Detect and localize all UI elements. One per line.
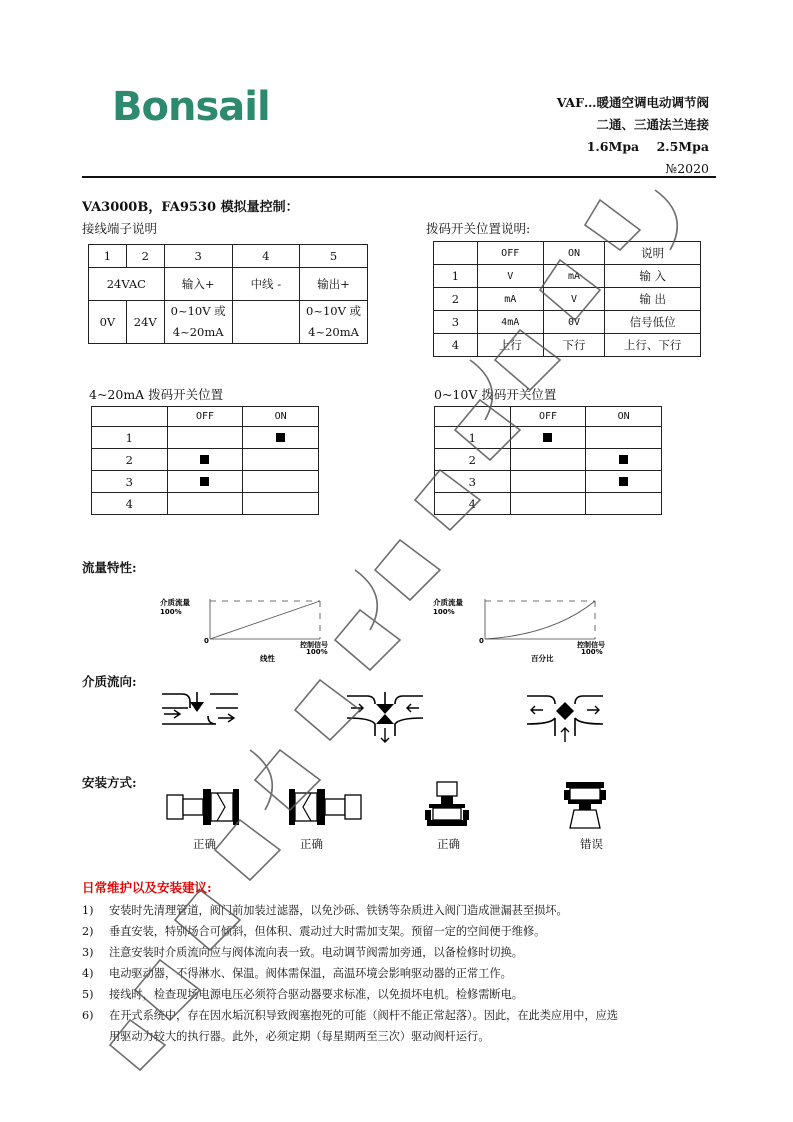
dip-cell: 4mA	[477, 311, 543, 334]
dip-ma-table	[91, 406, 319, 515]
dip-v-row-number: 2	[435, 449, 511, 471]
list-item: 3) 注意安装时介质流向应与阀体流向表一致。电动调节阀需加旁通，以备检修时切换。	[82, 946, 523, 959]
dip-v-header	[435, 407, 511, 427]
dip-cell: mA	[477, 288, 543, 311]
dip-ma-cell	[167, 493, 243, 515]
wiring-label: 接线端子说明	[82, 221, 158, 236]
dip-ma-cell	[243, 471, 319, 493]
upright-install-icon	[423, 780, 471, 830]
header-connection: 二通、三通法兰连接	[596, 117, 709, 132]
dip-cell: 输 入	[605, 265, 701, 288]
dip-v-label: 0~10V 拨码开关位置	[434, 387, 557, 402]
install-caption: 正确	[300, 837, 323, 851]
chart-y-max: 100%	[160, 608, 182, 616]
wiring-cell: 0~10V 或 4~20mA	[164, 301, 232, 344]
list-item: 2) 垂直安装，特别场合可倾斜，但体积、震动过大时需加支架。预留一定的空间便于维修。	[82, 925, 546, 938]
dip-ma-row-number: 3	[92, 471, 168, 493]
three-way-diverting-flow-icon	[525, 688, 605, 744]
list-item: 4) 电动驱动器，不得淋水、保温。阀体需保温，高温环境会影响驱动器的正常工作。	[82, 967, 512, 980]
equal-percentage-flow-chart-svg	[433, 595, 633, 665]
dip-cell: 3	[434, 311, 478, 334]
direction-section-label: 介质流向:	[82, 674, 137, 689]
dip-ma-header: OFF	[167, 407, 243, 427]
maintenance-list	[82, 900, 622, 1047]
chart-x-max: 100%	[306, 648, 328, 656]
wiring-header: 2	[126, 245, 164, 268]
dip-table	[433, 241, 701, 357]
flow-section-label: 流量特性:	[82, 560, 137, 575]
dip-ma-cell	[167, 427, 243, 449]
wiring-header: 1	[89, 245, 127, 268]
wiring-cell: 0V	[89, 301, 127, 344]
linear-curve	[210, 601, 320, 639]
equal-percentage-curve	[485, 601, 595, 639]
install-caption: 正确	[437, 837, 460, 851]
dip-v-header: OFF	[510, 407, 586, 427]
document-header	[557, 92, 709, 180]
dip-ma-cell	[243, 427, 319, 449]
install-caption: 错误	[580, 837, 603, 851]
dip-v-row-number: 1	[435, 427, 511, 449]
dip-cell: 输 出	[605, 288, 701, 311]
dip-v-cell	[586, 449, 662, 471]
dip-header	[434, 242, 478, 265]
chart-x-max: 100%	[581, 648, 603, 656]
dip-cell: mA	[543, 265, 605, 288]
chart-x-label: 控制信号	[300, 641, 328, 649]
header-rule	[82, 176, 716, 178]
dip-v-table	[434, 406, 662, 515]
dip-label: 拨码开关位置说明:	[426, 221, 531, 236]
maintenance-section-label: 日常维护以及安装建议:	[82, 880, 212, 895]
dip-cell: 下行	[543, 334, 605, 357]
brand-logo: Bonsail	[112, 84, 270, 130]
dip-ma-header	[92, 407, 168, 427]
install-section-label: 安装方式:	[82, 775, 137, 790]
dip-ma-cell	[167, 449, 243, 471]
switch-mark-icon	[200, 477, 209, 486]
dip-cell: 上行	[477, 334, 543, 357]
dip-ma-row-number: 1	[92, 427, 168, 449]
chart-caption: 线性	[260, 654, 275, 663]
linear-flow-chart-svg	[160, 595, 360, 665]
install-caption: 正确	[193, 837, 216, 851]
list-item: 5) 接线时，检查现场电源电压必须符合驱动器要求标准，以免损坏电机。检修需断电。	[82, 988, 523, 1001]
dip-ma-row-number: 2	[92, 449, 168, 471]
wiring-cell: 输出+	[300, 268, 368, 301]
dip-ma-cell	[243, 493, 319, 515]
dip-ma-cell	[167, 471, 243, 493]
chart-y-label: 介质流量	[160, 598, 190, 607]
wiring-cell: 中线 -	[232, 268, 300, 301]
dip-v-cell	[510, 471, 586, 493]
wiring-header: 3	[164, 245, 232, 268]
dip-cell: 1	[434, 265, 478, 288]
dip-cell: V	[543, 288, 605, 311]
two-way-flow-icon	[160, 688, 240, 730]
wiring-cell: 输入+	[164, 268, 232, 301]
linear-flow-chart	[160, 595, 360, 665]
wiring-cell: 24VAC	[89, 268, 165, 301]
horizontal-install-right-icon	[287, 783, 363, 831]
header-doc-number: №2020	[665, 161, 709, 176]
dip-cell: 2	[434, 288, 478, 311]
dip-header: ON	[543, 242, 605, 265]
dip-cell: 4	[434, 334, 478, 357]
section-title: VA3000B，FA9530 模拟量控制：	[82, 200, 299, 215]
dip-v-cell	[586, 493, 662, 515]
dip-v-cell	[586, 471, 662, 493]
dip-cell: 0V	[543, 311, 605, 334]
dip-v-cell	[510, 449, 586, 471]
wiring-cell: 0~10V 或 4~20mA	[300, 301, 368, 344]
dip-ma-cell	[243, 449, 319, 471]
dip-header: OFF	[477, 242, 543, 265]
dip-ma-label: 4~20mA 拨码开关位置	[89, 387, 224, 402]
list-item: 1) 安装时先清理管道，阀门前加装过滤器，以免沙砾、铁锈等杂质进入阀门造成泄漏甚至损坏。	[82, 904, 568, 917]
chart-caption: 百分比	[531, 654, 554, 663]
dip-ma-row-number: 4	[92, 493, 168, 515]
inverted-install-icon	[562, 778, 608, 832]
wiring-cell: 24V	[126, 301, 164, 344]
dip-header: 说明	[605, 242, 701, 265]
dip-cell: 信号低位	[605, 311, 701, 334]
wiring-header: 4	[232, 245, 300, 268]
wiring-table	[88, 244, 368, 344]
switch-mark-icon	[276, 433, 285, 442]
header-pressure: 1.6Mpa 2.5Mpa	[586, 139, 709, 154]
dip-cell: 上行、下行	[605, 334, 701, 357]
chart-origin: 0	[204, 637, 209, 645]
switch-mark-icon	[543, 433, 552, 442]
dip-ma-header: ON	[243, 407, 319, 427]
switch-mark-icon	[619, 455, 628, 464]
list-item: 6) 在开式系统中，存在因水垢沉积导致阀塞抱死的可能（阀杆不能正常起落）。因此，在此类应用中，应选用驱动力较大的执行器。此外，必须定期（每星期两至三次）驱动阀杆运行。	[82, 1009, 619, 1043]
dip-v-cell	[510, 493, 586, 515]
horizontal-install-left-icon	[165, 783, 241, 831]
equal-percentage-flow-chart	[433, 595, 633, 665]
switch-mark-icon	[619, 477, 628, 486]
dip-v-row-number: 3	[435, 471, 511, 493]
chart-y-label: 介质流量	[433, 598, 463, 607]
dip-v-header: ON	[586, 407, 662, 427]
switch-mark-icon	[200, 455, 209, 464]
chart-x-label: 控制信号	[577, 641, 605, 649]
dip-v-cell	[510, 427, 586, 449]
wiring-header: 5	[300, 245, 368, 268]
three-way-mixing-flow-icon	[345, 688, 425, 744]
header-product: VAF…暖通空调电动调节阀	[556, 95, 709, 110]
chart-y-max: 100%	[433, 608, 455, 616]
dip-cell: V	[477, 265, 543, 288]
wiring-cell	[232, 301, 300, 344]
dip-v-cell	[586, 427, 662, 449]
dip-v-row-number: 4	[435, 493, 511, 515]
chart-origin: 0	[479, 637, 484, 645]
